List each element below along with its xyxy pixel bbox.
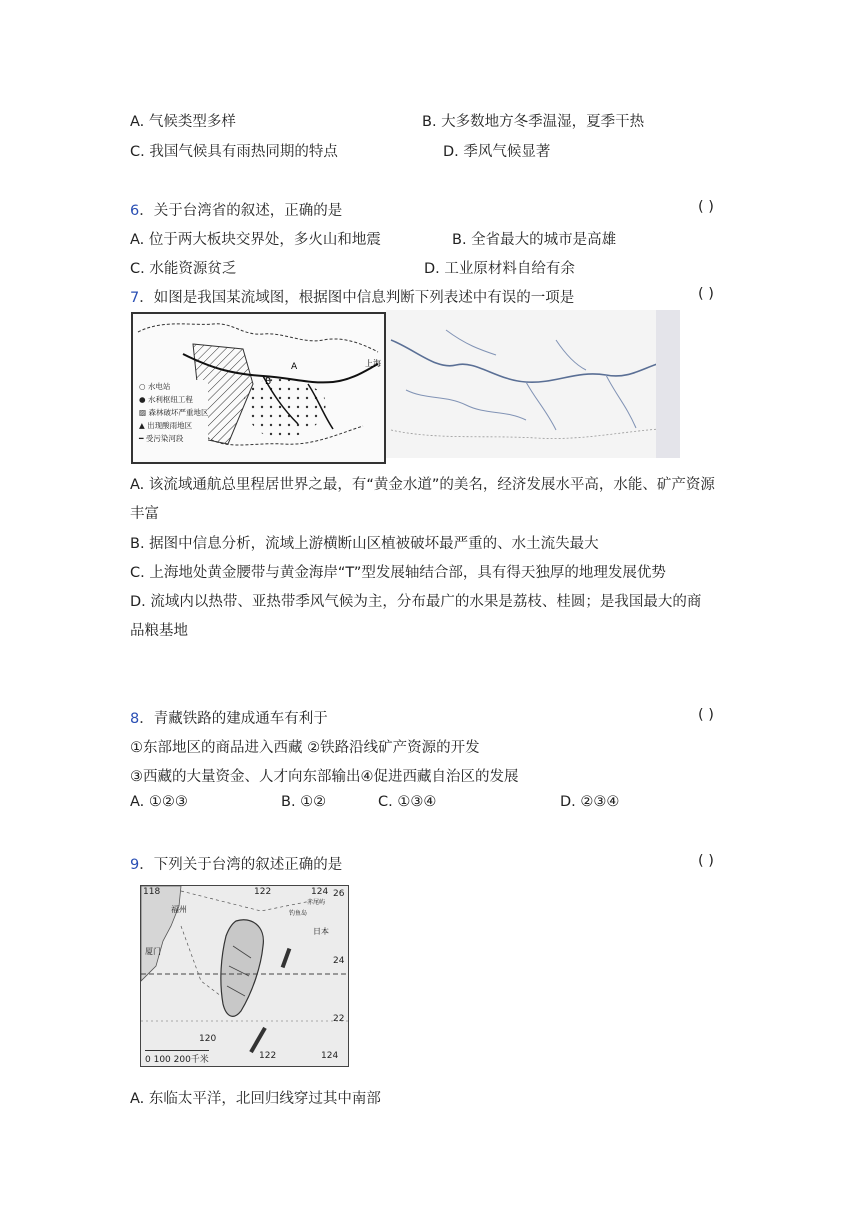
- river-basin-map-left: [131, 312, 386, 464]
- q8-option-b: B. ①②: [281, 794, 327, 810]
- q8-option-a: A. ①②③: [130, 794, 188, 810]
- legend-acid-rain: ▲ 出现酸雨地区: [139, 421, 193, 430]
- q6-option-d: D. 工业原材料自给有余: [424, 261, 575, 277]
- q9-stem: [130, 853, 342, 874]
- lon-label-120: 120: [199, 1034, 217, 1044]
- map-label-fuzhou: 福州: [171, 905, 187, 914]
- map-label-a: A: [291, 362, 298, 372]
- q5-option-a: A. 气候类型多样: [130, 114, 236, 130]
- lat-label-22: 22: [333, 1014, 345, 1024]
- q6-answer-blank: ( ): [698, 199, 714, 215]
- q6-option-c: C. 水能资源贫乏: [130, 261, 237, 277]
- q8-statement-line1: ①东部地区的商品进入西藏 ②铁路沿线矿产资源的开发: [130, 740, 480, 756]
- q7-stem-text: ．如图是我国某流域图，根据图中信息判断下列表述中有误的一项是: [139, 290, 575, 306]
- map-legend: [139, 380, 208, 445]
- q6-stem: [130, 199, 342, 220]
- q6-option-a: A. 位于两大板块交界处，多火山和地震: [130, 232, 381, 248]
- q6-number: 6: [130, 203, 140, 219]
- q9-stem-text: ．下列关于台湾的叙述正确的是: [139, 857, 343, 873]
- q7-stem: [130, 286, 574, 307]
- q5-option-b: B. 大多数地方冬季温湿，夏季干热: [422, 114, 645, 130]
- q8-stem-text: ．青藏铁路的建成通车有利于: [139, 711, 328, 727]
- map-scale-bar: 0 100 200千米: [145, 1050, 209, 1065]
- map-label-diaoyu: 钓鱼岛: [289, 910, 308, 917]
- q8-answer-blank: ( ): [698, 707, 714, 723]
- q7-option-a-line1: A. 该流域通航总里程居世界之最，有“黄金水道”的美名，经济发展水平高，水能、矿产资源: [130, 477, 715, 493]
- q6-option-b: B. 全省最大的城市是高雄: [452, 232, 617, 248]
- q8-option-c: C. ①③④: [378, 794, 437, 810]
- lon-label-122-bottom: 122: [259, 1051, 277, 1061]
- q8-statement-line2: ③西藏的大量资金、人才向东部输出④促进西藏自治区的发展: [130, 769, 519, 785]
- q7-answer-blank: ( ): [698, 286, 714, 302]
- q8-number: 8: [130, 711, 140, 727]
- taiwan-map: [140, 885, 349, 1067]
- river-basin-map-right: [386, 310, 680, 458]
- lon-label-122-top: 122: [254, 887, 272, 897]
- q7-option-d-line1: D. 流域内以热带、亚热带季风气候为主，分布最广的水果是荔枝、桂圆；是我国最大的商: [130, 594, 702, 610]
- map-label-xiamen: 厦门: [145, 947, 161, 956]
- map-label-chiwei: 赤尾屿: [307, 899, 326, 906]
- lat-label-24: 24: [333, 956, 345, 966]
- legend-water-project: ● 水利枢纽工程: [139, 395, 193, 404]
- map-label-b: B: [265, 377, 272, 387]
- q5-option-d: D. 季风气候显著: [443, 144, 551, 160]
- q8-option-d: D. ②③④: [560, 794, 620, 810]
- legend-forest-damage: ▨ 森林破坏严重地区: [139, 408, 209, 417]
- map-label-japan: 日本: [313, 927, 329, 936]
- q7-option-b: B. 据图中信息分析，流域上游横断山区植被破坏最严重的、水土流失最大: [130, 536, 599, 552]
- q7-option-a-line2: 丰富: [130, 506, 159, 522]
- lat-label-26: 26: [333, 889, 345, 899]
- q7-option-d-line2: 品粮基地: [130, 623, 188, 639]
- q9-number: 9: [130, 857, 140, 873]
- q6-stem-text: ．关于台湾省的叙述，正确的是: [139, 203, 343, 219]
- map-label-shanghai: 上海: [365, 359, 381, 368]
- q9-option-a: A. 东临太平洋，北回归线穿过其中南部: [130, 1091, 381, 1107]
- lon-label-124-bottom: 124: [321, 1051, 339, 1061]
- q7-number: 7: [130, 290, 140, 306]
- q7-option-c: C. 上海地处黄金腰带与黄金海岸“T”型发展轴结合部，具有得天独厚的地理发展优势: [130, 565, 666, 581]
- q5-option-c: C. 我国气候具有雨热同期的特点: [130, 144, 338, 160]
- legend-hydropower: ○ 水电站: [139, 382, 171, 391]
- legend-polluted-river: ━ 受污染河段: [139, 434, 184, 443]
- q9-answer-blank: ( ): [698, 853, 714, 869]
- lon-label-118: 118: [143, 887, 161, 897]
- lon-label-124-top: 124: [311, 887, 329, 897]
- q8-stem: [130, 707, 328, 728]
- river-map-right-drawing: [386, 310, 680, 458]
